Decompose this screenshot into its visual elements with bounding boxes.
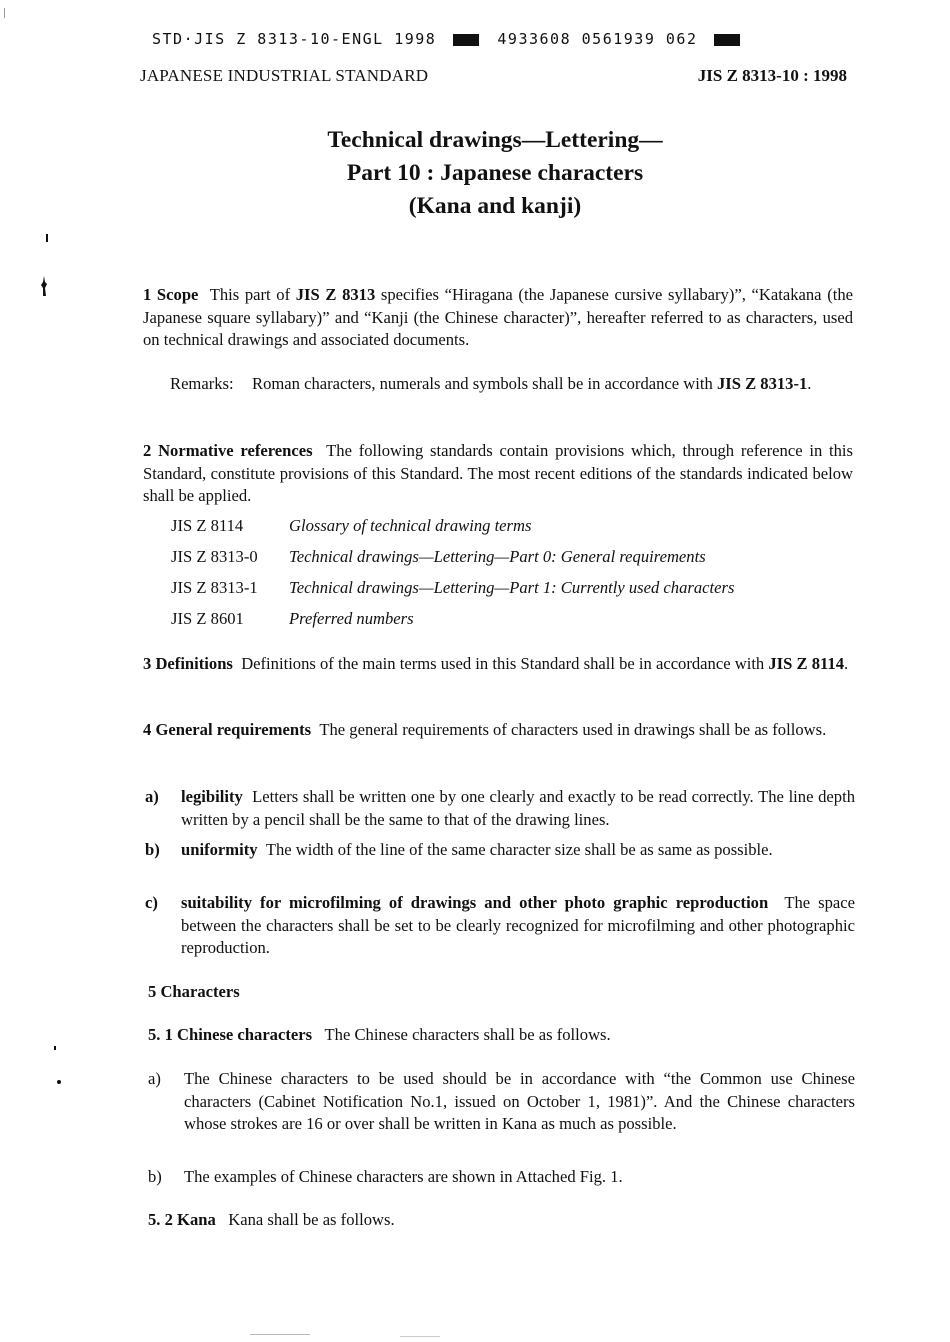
reference-item: [171, 516, 531, 536]
title-line: Technical drawings—Lettering—: [327, 127, 663, 153]
item-mark: a): [148, 1069, 161, 1088]
section-text: The following standards contain provisions which, through reference in this Standard, constitute provisions of this Standard. The most recent editions of the standards indicated below shall be applied.: [143, 441, 854, 505]
section-heading: 3 Definitions: [143, 654, 233, 673]
subsection-chinese-characters: [148, 1024, 853, 1047]
list-item: [145, 786, 855, 831]
section-text: Kana shall be as follows.: [228, 1210, 395, 1229]
section-text: The general requirements of characters used in drawings shall be as follows.: [319, 720, 827, 739]
reference-item: [171, 547, 706, 567]
list-item: [148, 1068, 855, 1136]
section-heading: 5. 1 Chinese characters: [148, 1025, 313, 1044]
reference-item: [171, 609, 414, 629]
reference-title: Technical drawings—Lettering—Part 0: General requirements: [289, 547, 706, 566]
item-mark: c): [145, 893, 158, 912]
section-text: Definitions of the main terms used in this Standard shall be in accordance with: [241, 654, 769, 673]
scan-mark: [46, 234, 48, 242]
standard-reference: JIS Z 8114: [768, 654, 844, 673]
stamp-block: [453, 34, 479, 46]
subsection-kana: [148, 1209, 853, 1232]
section-scope: [143, 284, 853, 352]
item-title: uniformity: [181, 840, 258, 859]
item-mark: b): [145, 840, 160, 859]
reference-title: Technical drawings—Lettering—Part 1: Currently used characters: [289, 578, 735, 597]
scan-mark: [54, 1046, 56, 1050]
remarks-end: .: [807, 374, 812, 393]
item-text: Letters shall be written one by one clearly and exactly to be read correctly. The line depth written by a pencil shall be the same to that of the drawing lines.: [181, 787, 855, 829]
document-stamp: [152, 30, 748, 48]
scan-mark: [250, 1334, 310, 1335]
header-right: JIS Z 8313-10 : 1998: [697, 66, 847, 85]
title-line: (Kana and kanji): [408, 193, 582, 219]
standard-reference: JIS Z 8313-1: [716, 374, 808, 393]
section-normative-references: [143, 440, 853, 508]
page-title: [140, 124, 850, 223]
remarks: [170, 373, 853, 396]
remarks-text: Roman characters, numerals and symbols shall be in accordance with: [252, 374, 717, 393]
standard-reference: JIS Z 8313: [295, 285, 376, 304]
section-characters: [148, 981, 858, 1004]
scan-mark: [40, 276, 48, 296]
reference-title: Preferred numbers: [289, 609, 414, 628]
reference-code: JIS Z 8313-1: [171, 578, 258, 597]
reference-title: Glossary of technical drawing terms: [289, 516, 532, 535]
section-text: This part of: [209, 285, 296, 304]
reference-item: [171, 578, 734, 598]
item-text: The width of the line of the same character size shall be as same as possible.: [265, 840, 773, 859]
title-line: Part 10 : Japanese characters: [346, 160, 644, 186]
item-title: legibility: [181, 787, 243, 806]
section-heading: 5. 2 Kana: [148, 1210, 216, 1229]
list-item: [148, 1166, 855, 1189]
reference-code: JIS Z 8313-0: [171, 547, 258, 566]
section-heading: 1 Scope: [143, 285, 199, 304]
remarks-label: Remarks:: [170, 374, 234, 393]
item-text: The space between the characters shall be set to be clearly recognized for microfilming and other photographic reproduction.: [181, 893, 856, 957]
section-general-requirements: [143, 719, 853, 742]
section-heading: 4 General requirements: [143, 720, 312, 739]
scan-mark: [400, 1336, 440, 1337]
item-text: The Chinese characters to be used should be in accordance with “the Common use Chinese characters (Cabinet Notification No.1, issued on October 1, 1981)”. And the Chinese characters whose strokes are 16 or over shall be written in Kana as much as possible.: [184, 1069, 855, 1133]
item-mark: b): [148, 1167, 162, 1186]
list-item: [145, 892, 855, 960]
stamp-block: [714, 34, 740, 46]
item-mark: a): [145, 787, 159, 806]
item-title: suitability for microfilming of drawings and other photo graphic reproduction: [181, 893, 769, 912]
header-left: JAPANESE INDUSTRIAL STANDARD: [140, 66, 429, 85]
section-end: .: [844, 654, 849, 673]
list-item: [145, 839, 855, 862]
section-text: The Chinese characters shall be as follows.: [324, 1025, 611, 1044]
section-heading: 5 Characters: [148, 982, 240, 1001]
section-text: specifies “Hiragana (the Japanese cursive syllabary)”, “Katakana (the Japanese square syllabary)” and “Kanji (the Chinese character)”, hereafter referred to as characters, used on technical drawings and associated documents.: [143, 285, 853, 349]
stamp-code: STD·JIS Z 8313-10-ENGL 1998: [152, 30, 437, 48]
stamp-number: 4933608 0561939 062: [497, 30, 698, 48]
reference-code: JIS Z 8114: [171, 516, 244, 535]
item-text: The examples of Chinese characters are shown in Attached Fig. 1.: [184, 1167, 623, 1186]
reference-code: JIS Z 8601: [171, 609, 244, 628]
section-heading: 2 Normative references: [143, 441, 313, 460]
scan-mark: [57, 1080, 61, 1084]
section-definitions: [143, 653, 853, 676]
scan-mark: [4, 8, 5, 18]
